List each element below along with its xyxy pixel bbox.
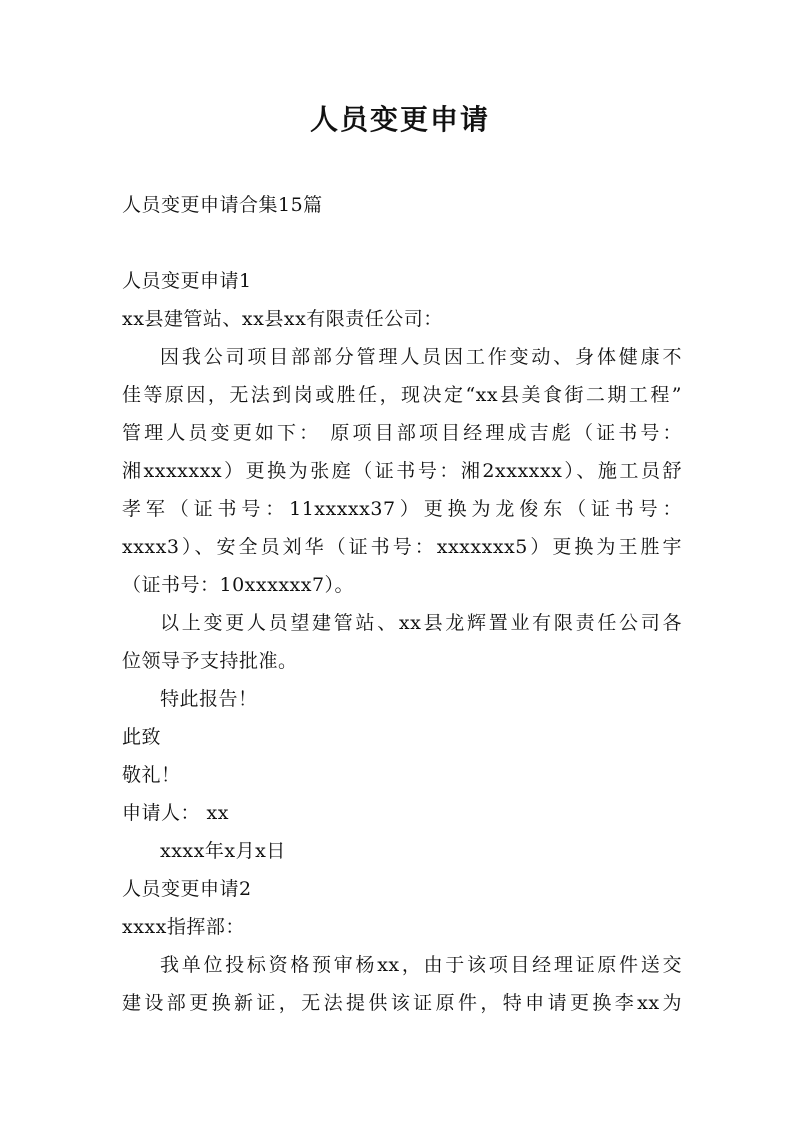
salutation-cizhi: 此致 xyxy=(122,726,162,748)
body-line: 因我公司项目部部分管理人员因工作变动、身体健康不 xyxy=(160,346,682,368)
body-line: 湘xxxxxxx）更换为张庭（证书号：湘2xxxxxx）、施工员舒 xyxy=(122,460,682,482)
salutation-jingli: 敬礼！ xyxy=(122,764,181,786)
date-line: xxxx年x月x日 xyxy=(160,840,286,862)
addressee-2: xxxx指挥部： xyxy=(122,916,245,938)
body-line: xxxx3）、安全员刘华（证书号：xxxxxxx5）更换为王胜宇 xyxy=(122,536,682,558)
section-heading-1: 人员变更申请1 xyxy=(122,270,252,292)
body-line: 孝军（证书号：11xxxxx37）更换为龙俊东（证书号： xyxy=(122,498,682,520)
addressee-1: xx县建管站、xx县xx有限责任公司： xyxy=(122,308,443,330)
body-line: 位领导予支持批准。 xyxy=(122,650,298,672)
body-line: （证书号：10xxxxxx7）。 xyxy=(122,574,355,596)
collection-subtitle: 人员变更申请合集15篇 xyxy=(122,194,323,216)
applicant-line: 申请人： xx xyxy=(122,802,229,824)
document-title: 人员变更申请 xyxy=(309,103,490,136)
body-line: 以上变更人员望建管站、xx县龙辉置业有限责任公司各 xyxy=(160,612,682,634)
body-line: 佳等原因，无法到岗或胜任，现决定“xx县美食街二期工程” xyxy=(122,384,682,406)
body-line: 管理人员变更如下： 原项目部项目经理成吉彪（证书号： xyxy=(122,422,682,444)
section-heading-2: 人员变更申请2 xyxy=(122,878,252,900)
body-line: 我单位投标资格预审杨xx，由于该项目经理证原件送交 xyxy=(160,954,682,976)
body-line: 建设部更换新证，无法提供该证原件，特申请更换李xx为 xyxy=(122,992,682,1014)
closing-report: 特此报告！ xyxy=(160,688,258,710)
